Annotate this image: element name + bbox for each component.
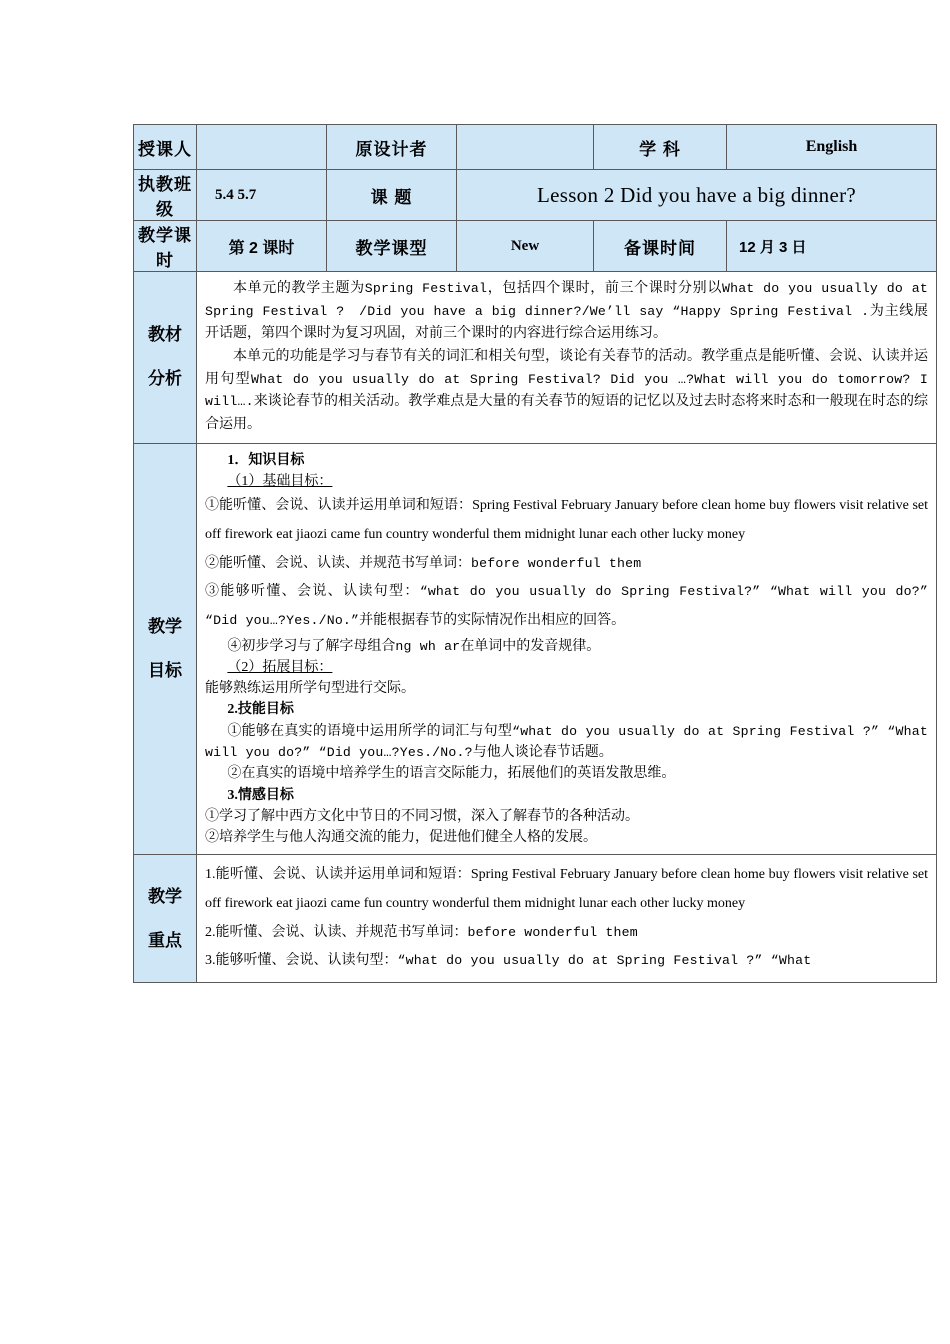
analysis-p1-e: 为主线展开话题，第四个课时为复习巩固，对前三个课时的内容进行综合运用练习。: [205, 303, 928, 342]
objectives-sub-extended-text: （2）拓展目标：: [227, 659, 333, 675]
objectives-skill1-cn2: 与他人谈论春节话题。: [472, 745, 613, 760]
objectives-item3-cn2: 并能根据春节的实际情况作出相应的回答。: [359, 612, 626, 628]
objectives-item-1: [205, 492, 928, 549]
key-points-item2-en: before wonderful them: [467, 924, 638, 940]
analysis-p2-a: 本单元的功能是学习与春节有关的词汇和相关句型，谈论有关春节的活动。教学重点是能听懂、会说、认读并运用句型: [205, 349, 928, 387]
objectives-item4-en: ng wh ar: [395, 638, 461, 654]
lesson-plan-table: [133, 124, 937, 983]
objectives-skill1-en: “what do you usually do at Spring Festival ?” “What will you do?” “Did you…?Yes./No.?: [205, 723, 928, 760]
analysis-paragraph-1: [205, 278, 928, 346]
key-points-item-2: [205, 919, 928, 948]
objectives-skill-2: ②在真实的语境中培养学生的语言交际能力，拓展他们的英语发散思维。: [227, 766, 676, 782]
key-points-item1-cn: 1.能听懂、会说、认读并运用单词和短语：: [205, 867, 471, 883]
objectives-emotion-1: ①学习了解中西方文化中节日的不同习惯，深入了解春节的各种活动。: [205, 808, 639, 824]
analysis-content[interactable]: [197, 272, 937, 444]
period-label: 教学课时: [134, 221, 197, 272]
objectives-item4-cn2: 在单词中的发音规律。: [460, 638, 601, 654]
objectives-heading-skill: 2.技能目标: [227, 702, 294, 718]
topic-label: 课 题: [327, 170, 457, 221]
analysis-label-line1: 教材: [148, 325, 182, 345]
teacher-label: 授课人: [134, 125, 197, 170]
prep-time-value[interactable]: 12 月 3 日: [727, 221, 937, 272]
objectives-content[interactable]: [197, 443, 937, 855]
objectives-label-line1: 教学: [148, 616, 182, 636]
lesson-type-value[interactable]: New: [457, 221, 594, 272]
subject-label: 学 科: [594, 125, 727, 170]
objectives-item3-en: “what do you usually do Spring Festival?” “What will you do?” “Did you…?Yes./No.”: [205, 584, 928, 628]
table-row-period: [134, 221, 937, 272]
key-points-label-line1: 教学: [148, 886, 182, 906]
analysis-p2-b: What do you usually do at Spring Festival? Did you …?What will you do tomorrow? I will….: [205, 371, 929, 410]
key-points-content[interactable]: [197, 855, 937, 983]
table-row-analysis: [134, 272, 937, 444]
key-points-label: [134, 855, 197, 983]
period-value[interactable]: 第 2 课时: [197, 221, 327, 272]
key-points-item3-en: “what do you usually do at Spring Festival ?” “What: [397, 953, 812, 969]
table-row-class-topic: [134, 170, 937, 221]
objectives-item2-cn: ②能听懂、会说、认读、并规范书写单词：: [205, 555, 471, 571]
objectives-heading-knowledge: 1．知识目标: [227, 452, 305, 468]
class-label: 执教班级: [134, 170, 197, 221]
objectives-sub-basic-text: （1）基础目标：: [227, 473, 333, 489]
class-value[interactable]: 5.4 5.7: [197, 170, 327, 221]
key-points-label-line2: 重点: [148, 930, 182, 950]
table-row-objectives: [134, 443, 937, 855]
analysis-paragraph-2: [205, 346, 928, 437]
objectives-item-2: [205, 550, 928, 579]
objectives-item-3: [205, 578, 928, 635]
objectives-emotion-2: ②培养学生与他人沟通交流的能力，促进他们健全人格的发展。: [205, 830, 597, 846]
objectives-skill1-cn: ①能够在真实的语境中运用所学的词汇与句型: [227, 723, 513, 739]
objectives-item2-en: before wonderful them: [471, 555, 642, 571]
analysis-p1-b: Spring Festival: [364, 281, 488, 296]
teacher-value[interactable]: [197, 125, 327, 170]
objectives-item1-cn: ①能听懂、会说、认读并运用单词和短语：: [205, 498, 473, 514]
objectives-skill-1: [205, 721, 928, 764]
objectives-sub-extended-body: 能够熟练运用所学句型进行交际。: [205, 681, 415, 697]
objectives-sub-basic: [205, 471, 928, 492]
analysis-label: [134, 272, 197, 444]
objectives-label: [134, 443, 197, 855]
analysis-p2-c: 来谈论春节的相关活动。教学难点是大量的有关春节的短语的记忆以及过去时态将来时态和一般现在时态的综合运用。: [205, 394, 928, 433]
key-points-item2-cn: 2.能听懂、会说、认读、并规范书写单词：: [205, 924, 468, 940]
analysis-p1-d: What do you usually do at Spring Festival ? /Did you have a big dinner?/We’ll say “Happy Spring Festival .: [205, 281, 929, 319]
key-points-item-1: [205, 861, 928, 918]
objectives-item3-cn: ③能够听懂、会说、认读句型：: [205, 584, 420, 600]
analysis-label-line2: 分析: [148, 369, 182, 389]
objectives-sub-extended: [205, 657, 928, 678]
objectives-heading-emotion: 3.情感目标: [227, 787, 294, 803]
objectives-item1-en: Spring Festival February January before clean home buy flowers visit relative set off firework eat jiaozi came fun country wonderful them midnight lunar each other lucky money: [205, 498, 929, 542]
key-points-item1-en: Spring Festival February January before clean home buy flowers visit relative set off firework eat jiaozi came fun country wonderful them midnight lunar each other lucky money: [205, 867, 929, 912]
objectives-label-line2: 目标: [148, 661, 182, 681]
analysis-p1-a: 本单元的教学主题为: [233, 281, 365, 296]
analysis-p1-c: ，包括四个课时，前三个课时分别以: [487, 281, 722, 296]
topic-value[interactable]: Lesson 2 Did you have a big dinner?: [457, 170, 937, 221]
key-points-item-3: [205, 947, 928, 976]
key-points-item3-cn: 3.能够听懂、会说、认读句型：: [205, 953, 398, 969]
objectives-item-4: [205, 636, 928, 657]
subject-value[interactable]: English: [727, 125, 937, 170]
objectives-item4-cn: ④初步学习与了解字母组合: [227, 638, 396, 654]
designer-label: 原设计者: [327, 125, 457, 170]
prep-time-label: 备课时间: [594, 221, 727, 272]
lesson-type-label: 教学课型: [327, 221, 457, 272]
table-row-teacher: [134, 125, 937, 170]
designer-value[interactable]: [457, 125, 594, 170]
table-row-key-points: [134, 855, 937, 983]
